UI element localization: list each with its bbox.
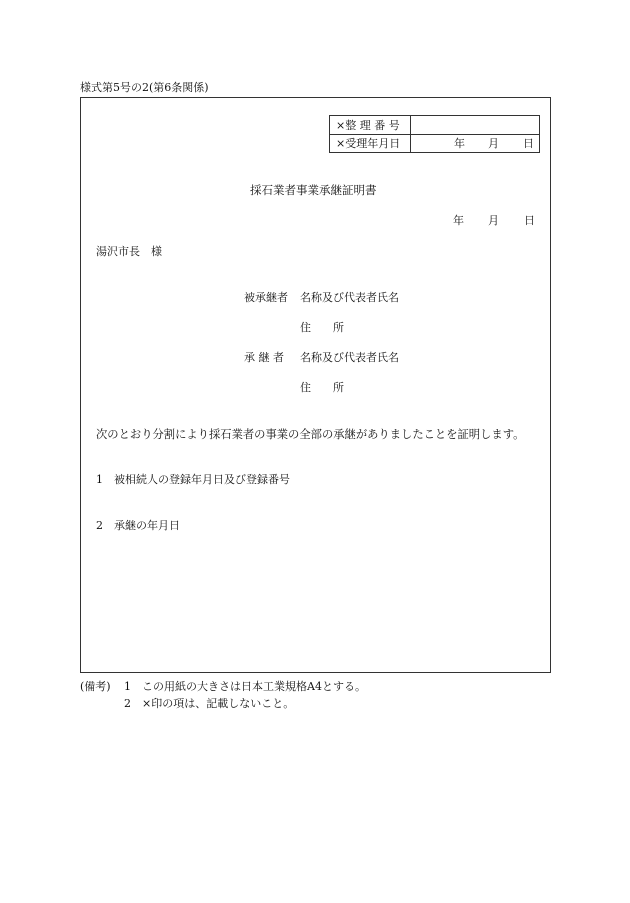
office-use-table xyxy=(329,115,540,153)
note-2-number: 2 xyxy=(124,697,131,710)
receipt-date-row xyxy=(330,134,539,152)
form-number: 様式第5号の2(第6条関係) xyxy=(80,81,209,94)
predecessor-name-label: 名称及び代表者氏名 xyxy=(300,291,399,304)
remarks-heading: (備考) xyxy=(80,680,111,693)
predecessor-address-label: 住 所 xyxy=(300,321,344,334)
document-month-unit: 月 xyxy=(488,214,499,227)
receipt-year-unit: 年 xyxy=(454,137,465,150)
successor-name-label: 名称及び代表者氏名 xyxy=(300,351,399,364)
office-table-divider xyxy=(410,116,411,152)
receipt-date-label: ×受理年月日 xyxy=(336,137,401,150)
note-1-text: この用紙の大きさは日本工業規格A4とする。 xyxy=(142,680,366,693)
note-2-text: ×印の項は、記載しないこと。 xyxy=(142,697,295,710)
control-number-row xyxy=(330,116,539,135)
item-1-text: 被相続人の登録年月日及び登録番号 xyxy=(114,473,290,486)
addressee: 湯沢市長 様 xyxy=(96,245,162,258)
predecessor-role: 被承継者 xyxy=(244,291,288,304)
successor-role: 承 継 者 xyxy=(244,351,284,364)
item-2-text: 承継の年月日 xyxy=(114,519,180,532)
certification-statement: 次のとおり分割により採石業者の事業の全部の承継がありましたことを証明します。 xyxy=(96,428,525,441)
successor-address-label: 住 所 xyxy=(300,381,344,394)
document-year-unit: 年 xyxy=(453,214,464,227)
item-2-number: 2 xyxy=(96,519,103,532)
document-title: 採石業者事業承継証明書 xyxy=(250,183,377,197)
document-day-unit: 日 xyxy=(524,214,535,227)
control-number-label: ×整 理 番 号 xyxy=(336,119,400,132)
receipt-day-unit: 日 xyxy=(523,137,534,150)
item-1-number: 1 xyxy=(96,473,103,486)
note-1-number: 1 xyxy=(124,680,131,693)
receipt-month-unit: 月 xyxy=(488,137,499,150)
